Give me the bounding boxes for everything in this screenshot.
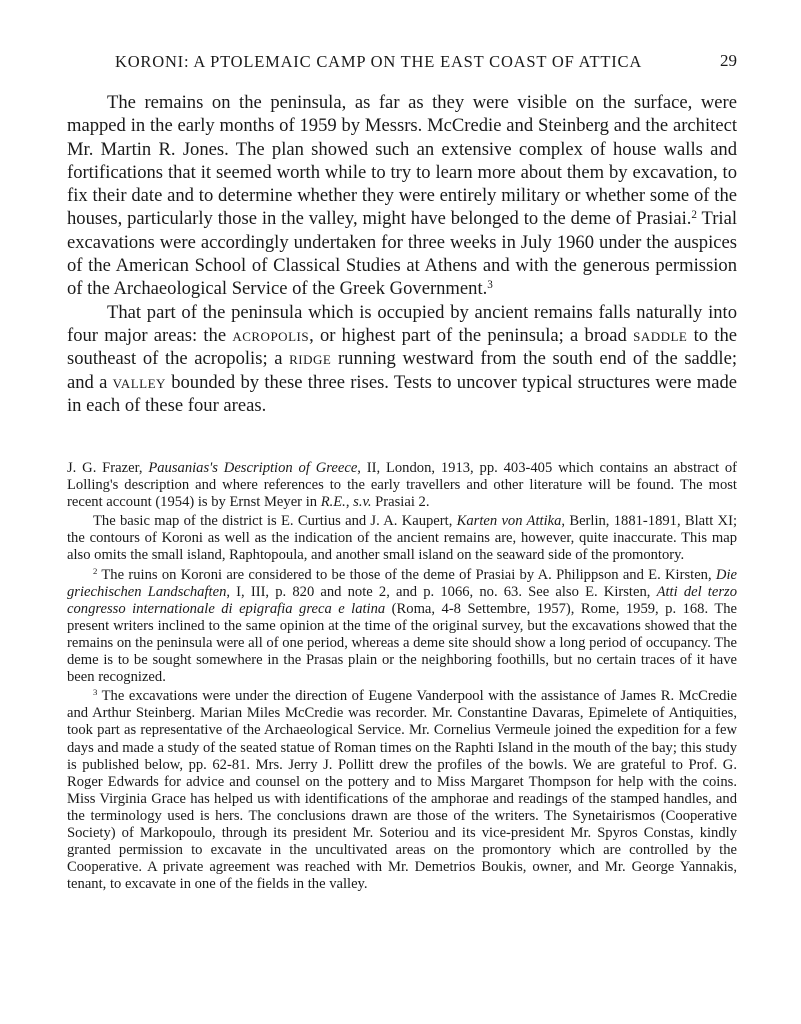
footnote-2-text-b: , I, III, p. 820 and note 2, and p. 1066, no. 63. See also E. Kirsten, [226, 583, 657, 600]
page-number: 29 [720, 51, 737, 70]
paragraph-2-text-4: running westward from the south end of the saddle; and a [67, 348, 737, 393]
term-valley: valley [112, 371, 166, 393]
footnote-map-text-b: , Berlin, 1881-1891, Blatt XI; the contours of Koroni as well as the indication of the ancient remains are, however, quite inaccurate. This map also omits the small island, Raphtopoula, and another small island on the seaward side of the promontory. [67, 513, 738, 564]
running-header [67, 50, 737, 76]
term-ridge: ridge [289, 348, 332, 370]
footnote-1-sv: s.v. [353, 494, 372, 511]
footnote-map-title: Karten von Attika [456, 513, 562, 530]
footnote-1-text-d: Prasiai 2. [371, 494, 430, 511]
paragraph-1-text-a: The remains on the peninsula, as far as they were visible on the surface, were mapped in the early months of 1959 by Messrs. McCredie and Steinberg and the architect Mr. Martin R. Jones. The plan showed such an extensive complex of house walls and fortifications that it seemed worth while to try to learn more about them by excavation, to fix their date and to determine whether they were entirely military or whether some of the houses, particularly those in the valley, might have belonged to the deme of Prasiai. [67, 92, 737, 230]
footnote-1-title: Pausanias's Description of Greece [148, 460, 358, 476]
paragraph-2-text-3: to the southeast of the acropolis; a [67, 324, 738, 370]
footnote-map-text-a: The basic map of the district is E. Curtius and J. A. Kaupert, [93, 513, 457, 530]
footnote-2-text-a: The ruins on Koroni are considered to be those of the deme of Prasiai by A. Philippson and E. Kirsten, [97, 566, 716, 583]
running-title: KORONI: A PTOLEMAIC CAMP ON THE EAST COAST OF ATTICA [115, 52, 643, 71]
footnote-2-text-c: (Roma, 4-8 Settembre, 1957), Rome, 1959, p. 168. The present writers inclined to the same opinion at the time of the original survey, but the excavations showed that the remains on the peninsula were all of one period, whereas a deme site should show a long period of occupancy. The deme is to be sought somewhere in the Prasas plain or the neighboring foothills, but no certain traces of it have been recognized. [67, 600, 738, 686]
term-saddle: saddle [633, 324, 688, 346]
footnote-1-continued [67, 460, 737, 511]
footnote-3-mark: 3 [93, 687, 98, 698]
footnote-1-text-c: , [345, 494, 354, 511]
footnote-2-mark: 2 [93, 565, 98, 576]
paragraph-2-text-5: bounded by these three rises. Tests to uncover typical structures were made in each of these four areas. [67, 371, 737, 416]
footnote-1-text-a: J. G. Frazer, [67, 460, 149, 476]
footnote-ref-3: 3 [487, 279, 493, 292]
paragraph-1 [67, 91, 737, 301]
paragraph-2-text-1: That part of the peninsula which is occupied by ancient remains falls naturally into four major areas: the [67, 301, 737, 346]
footnotes [67, 460, 737, 895]
footnote-2 [67, 567, 737, 687]
footnote-3 [67, 688, 737, 893]
paragraph-2 [67, 301, 737, 417]
term-acropolis: acropolis [232, 324, 310, 346]
footnote-1-map [67, 513, 737, 564]
main-text [67, 91, 737, 417]
paragraph-2-text-2: , or highest part of the peninsula; a broad [309, 324, 634, 346]
footnote-1-re: R.E. [320, 494, 346, 511]
paragraph-1-text-b: Trial excavations were accordingly undertaken for three weeks in July 1960 under the auspices of the American School of Classical Studies at Athens and with the generous permission of the Archaeological Service of the Greek Government. [67, 208, 737, 300]
footnote-ref-2: 2 [691, 209, 697, 222]
footnote-3-text: The excavations were under the direction of Eugene Vanderpool with the assistance of James R. McCredie and Arthur Steinberg. Marian Miles McCredie was recorder. Mr. Constantine Davaras, Epimelete of Antiquities, took part as representative of the Archaeological Service. Mr. Cornelius Vermeule joined the expedition for a few days and made a study of the seated statue of Roman times on the Raphti Island in the mouth of the bay; this study is published below, pp. 62-81. Mrs. Jerry J. Pollitt drew the profiles of the bowls. We are grateful to Prof. G. Roger Edwards for advice and counsel on the pottery and to Miss Margaret Thompson for help with the coins. Miss Virginia Grace has helped us with identifications of the amphorae and readings of the stamped handles, and the terminology used is hers. The conclusions drawn are those of the writers. The Synetairismos (Cooperative Society) of Markopoulo, through its president Mr. Soteriou and its vice-president Mr. Spyros Constas, kindly granted permission to excavate in the uncultivated areas on the promontory which are controlled by the Cooperative. A private agreement was reached with Mr. Demetrios Boukis, owner, and Mr. George Yannakis, tenant, to excavate in one of the fields in the valley. [67, 688, 737, 893]
footnote-1-text-b: , II, London, 1913, pp. 403-405 which contains an abstract of Lolling's description and where references to the early travellers and other literature will be found. The most recent account (1954) is by Ernst Meyer in [67, 460, 737, 511]
footnote-2-title-2: Atti del terzo congresso internationale di epigrafia greca e latina [67, 583, 737, 617]
footnote-2-title-1: Die griechischen Landschaften [67, 566, 737, 600]
